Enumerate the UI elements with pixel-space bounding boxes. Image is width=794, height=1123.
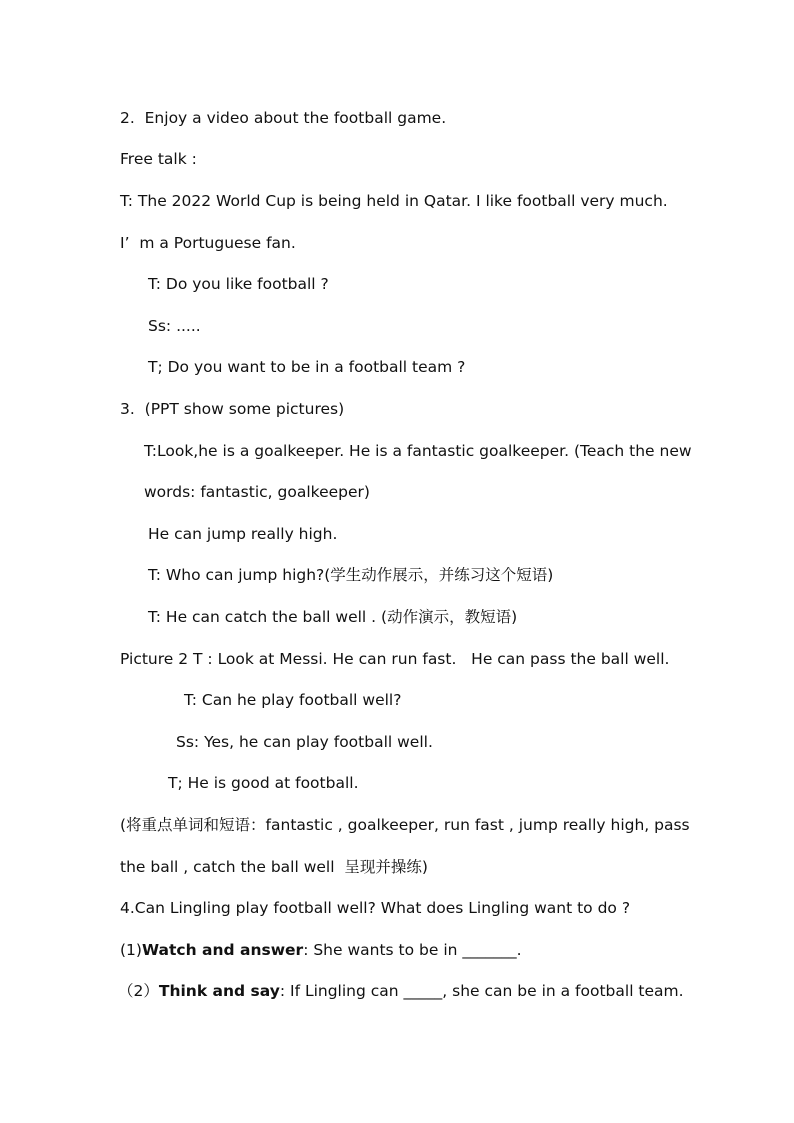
- item-4-heading: 4.Can Lingling play football well? What does Lingling want to do ?: [120, 899, 631, 917]
- item-2-heading: 2. Enjoy a video about the football game.: [120, 109, 447, 127]
- watch-and-answer-line: [120, 940, 522, 960]
- think-and-say-line: [118, 981, 684, 1001]
- text-line: the ball , catch the ball well 呈现并操练): [120, 858, 428, 876]
- text-line: T:Look,he is a goalkeeper. He is a fantastic goalkeeper. (Teach the new: [144, 442, 692, 460]
- dialogue-line: T: Who can jump high?(学生动作展示，并练习这个短语): [148, 566, 554, 584]
- text-line: words: fantastic, goalkeeper): [144, 483, 370, 501]
- text-line: (将重点单词和短语：fantastic , goalkeeper, run fast , jump really high, pass: [120, 816, 690, 834]
- text-line: T: The 2022 World Cup is being held in Qatar. I like football very much.: [120, 192, 668, 210]
- task-text: : If Lingling can _____, she can be in a football team.: [279, 982, 684, 1000]
- item-number: （2）: [118, 982, 159, 1000]
- item-3-heading: 3. (PPT show some pictures): [120, 400, 345, 418]
- dialogue-line: T: Can he play football well?: [184, 691, 402, 709]
- task-text: : She wants to be in _______.: [303, 941, 522, 959]
- item-number: (1): [120, 941, 142, 959]
- free-talk-label: Free talk :: [120, 150, 197, 168]
- text-line: I’ m a Portuguese fan.: [120, 234, 296, 252]
- task-label: Think and say: [158, 982, 280, 1000]
- dialogue-line: T; Do you want to be in a football team ?: [148, 358, 466, 376]
- dialogue-line: Ss: Yes, he can play football well.: [176, 733, 433, 751]
- text-line: Picture 2 T : Look at Messi. He can run fast. He can pass the ball well.: [120, 650, 670, 668]
- task-label: Watch and answer: [141, 941, 304, 959]
- dialogue-line: T: Do you like football ?: [148, 275, 329, 293]
- dialogue-line: T; He is good at football.: [168, 774, 359, 792]
- dialogue-line: He can jump really high.: [148, 525, 338, 543]
- dialogue-line: T: He can catch the ball well . (动作演示，教短语): [148, 608, 518, 626]
- dialogue-line: Ss: .....: [148, 317, 201, 335]
